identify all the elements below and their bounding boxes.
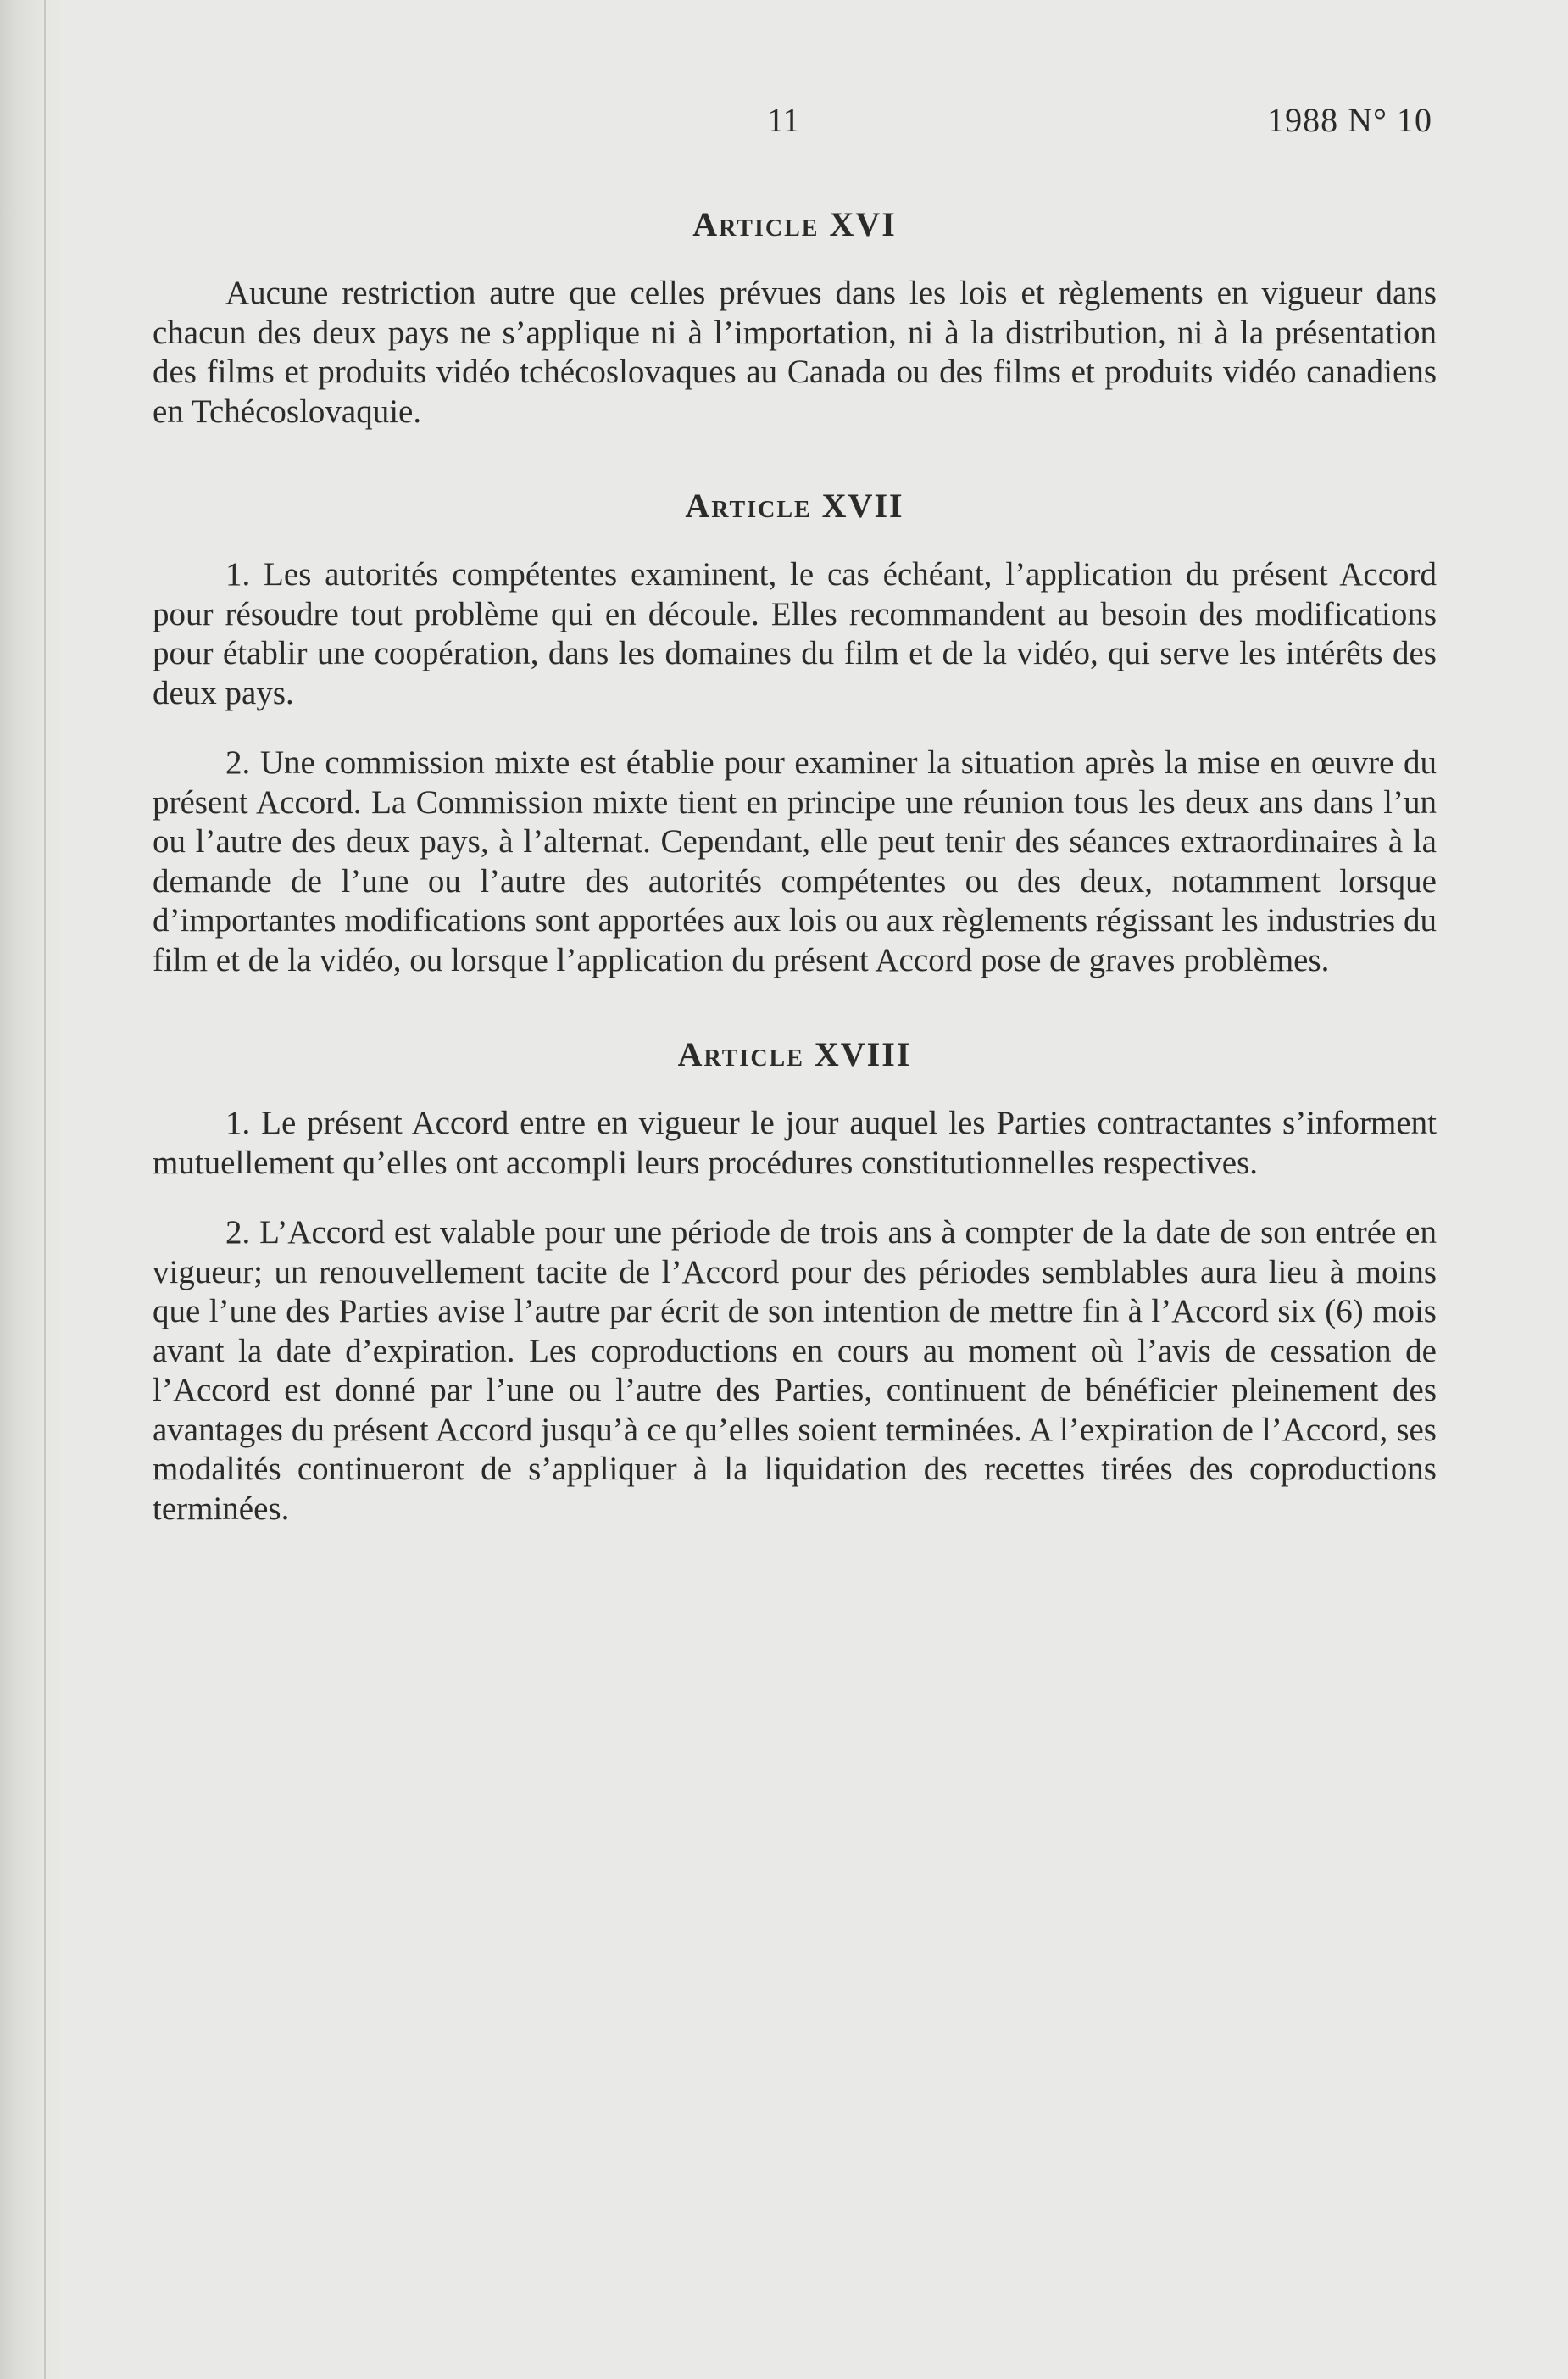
article-heading: Article XVIII	[677, 1035, 912, 1073]
binding-fold-line	[44, 0, 46, 2379]
page-header	[0, 100, 1568, 151]
article-paragraph: 1. Les autorités compétentes examinent, le cas échéant, l’application du présent Accord pour résoudre tout problème qui en découle. Elles recommandent au besoin des modifications pour établir une coopération, dans les domaines du film et de la vidéo, qui serve les intérêts des deux pays.	[153, 556, 1437, 711]
journal-reference: 1988 N° 10	[1267, 101, 1432, 139]
article-18	[153, 1029, 1437, 1529]
article-paragraph: 2. L’Accord est valable pour une période de trois ans à compter de la date de son entrée en vigueur; un renouvellement tacite de l’Accord pour des périodes semblables aura lieu à moins que l’une des Parties avise l’autre par écrit de son intention de mettre fin à l’Accord six (6) mois avant la date d’expiration. Les coproductions en cours au moment où l’avis de cessation de l’Accord est donné par l’une ou l’autre des Parties, continuent de bénéficier pleinement des avantages du présent Accord jusqu’à ce qu’elles soient terminées. A l’expiration de l’Accord, ses modalités continueront de s’appliquer à la liquidation des recettes tirées des coproductions terminées.	[153, 1214, 1437, 1527]
article-heading: Article XVI	[692, 205, 897, 243]
page-binding-edge	[0, 0, 68, 2379]
page-number: 11	[767, 101, 800, 139]
article-17	[153, 481, 1437, 980]
article-paragraph: 2. Une commission mixte est établie pour examiner la situation après la mise en œuvre du présent Accord. La Commission mixte tient en principe une réunion tous les deux ans dans l’un ou l’autre des deux pays, à l’alternat. Cependant, elle peut tenir des séances extraordinaires à la demande de l’une ou l’autre des autorités compétentes ou des deux, notamment lorsque d’importantes modifications sont apportées aux lois ou aux règlements régissant les industries du film et de la vidéo, ou lorsque l’application du présent Accord pose de graves problèmes.	[153, 744, 1437, 978]
article-paragraph: 1. Le présent Accord entre en vigueur le jour auquel les Parties contractantes s’informent mutuellement qu’elles ont accompli leurs procédures constitutionnelles respectives.	[153, 1105, 1437, 1181]
article-16	[153, 199, 1437, 432]
article-paragraph: Aucune restriction autre que celles prévues dans les lois et règlements en vigueur dans chacun des deux pays ne s’applique ni à l’importation, ni à la distribution, ni à la présentation des films et produits vidéo tchécoslovaques au Canada ou des films et produits vidéo canadiens en Tchécoslovaquie.	[153, 275, 1437, 430]
document-body	[153, 199, 1437, 1529]
article-heading: Article XVII	[685, 487, 904, 525]
